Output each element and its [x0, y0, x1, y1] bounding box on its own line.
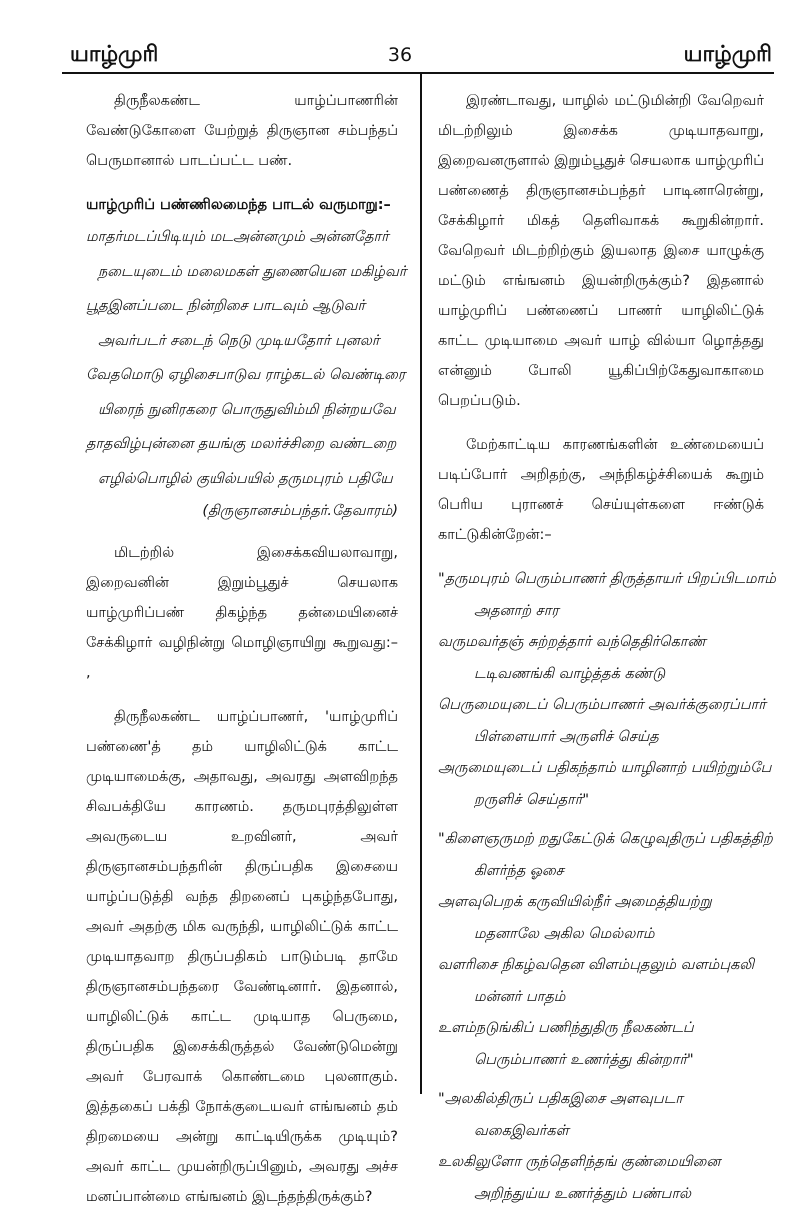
- poem-line: பெரும்பாணர் உணர்த்து கின்றார்": [474, 1051, 694, 1068]
- poem-line: "கிளைஞருமற் றதுகேட்டுக் கெழுவுதிருப் பதிகத்திற்: [438, 831, 773, 847]
- verse-line: எழில்பொழில் குயில்பயில் தருமபுரம் பதியே: [98, 470, 393, 487]
- running-header-left: யாழ்முரி: [70, 42, 159, 67]
- verse-line: தாதவிழ்புன்னை தயங்கு மலர்ச்சிறை வண்டறை: [86, 436, 397, 452]
- poem-line: வளரிசை நிகழ்வதென விளம்புதலும் வளம்புகலி: [438, 957, 755, 973]
- poem-line: மன்னர் பாதம்: [474, 988, 566, 1005]
- tevaram-verse: [86, 220, 407, 496]
- poem-line: கிளர்ந்த ஓசை: [474, 862, 564, 879]
- running-header-right: யாழ்முரி: [683, 42, 772, 67]
- poem-line: பெருமையுடைப் பெரும்பாணர் அவர்க்குரைப்பார்: [438, 697, 766, 713]
- poem-line: பிள்ளையார் அருளிச் செய்த: [474, 728, 659, 745]
- poem-line: அதனாற் சார: [474, 602, 559, 619]
- poem-line: அறிந்துய்ய உணர்த்தும் பண்பால்: [474, 1185, 692, 1202]
- right-paragraph-2: மேற்காட்டிய காரணங்களின் உண்மையைப் படிப்போர் அறிதற்கு, அந்நிகழ்ச்சியைக் கூறும் பெரிய புராணச் செய்யுள்களை ஈண்டுக் காட்டுகின்றேன்:–: [438, 437, 764, 543]
- poem-line: மதனாலே அகில மெல்லாம்: [474, 925, 655, 942]
- poem-line: அளவுபெறக் கருவியில்நீர் அமைத்தியற்று: [438, 894, 712, 910]
- right-paragraph-1: இரண்டாவது, யாழில் மட்டுமின்றி வேறெவர் மிடற்றிலும் இசைக்க முடியாதவாறு, இறைவனருளால் இறும்பூதுச் செயலாக யாழ்முரிப் பண்ணைத் திருஞானசம்பந்தர் பாடினாரென்று, சேக்கிழார் மிகத் தெளிவாகக் கூறுகின்றார். வேறெவர் மிடற்றிற்கும் இயலாத இசை யாழுக்கு மட்டும் எங்ஙனம் இயன்றிருக்கும்? இதனால் யாழ்முரிப் பண்ணைப் பாணர் யாழிலிட்டுக் காட்ட முடியாமை அவர் யாழ் வில்யா ழொத்தது என்னும் போலி யூகிப்பிற்கேதுவாகாமை பெறப்படும்.: [438, 93, 764, 409]
- verse-intro: யாழ்முரிப் பண்ணிலமைந்த பாடல் வருமாறு:–: [86, 197, 391, 213]
- verse-line: நடையுடைம் மலைமகள் துணையென மகிழ்வர்: [98, 263, 407, 280]
- verse-line: அவர்படர் சடைந் நெடு முடியதோர் புனலர்: [98, 332, 380, 349]
- periya-puranam-verse-2: [438, 824, 773, 1076]
- verse-line: பூதஇனப்படை நின்றிசை பாடவும் ஆடுவர்: [86, 298, 366, 314]
- poem-line: "தருமபுரம் பெரும்பாணர் திருத்தாயர் பிறப்பிடமாம்: [438, 571, 776, 587]
- poem-line: உலகிலுளோ ருந்தெளிந்தங் குண்மையினை: [438, 1154, 721, 1170]
- verse-line: யிரைந் நுனிரகரை பொருதுவிம்மி நின்றயவே: [98, 401, 396, 418]
- periya-puranam-verse-3: [438, 1084, 764, 1210]
- left-column: [86, 86, 407, 1212]
- poem-line: அருமையுடைப் பதிகந்தாம் யாழினாற் பயிற்றும்பே: [438, 760, 772, 776]
- left-paragraph-1: திருநீலகண்ட யாழ்ப்பாணரின் வேண்டுகோளை யேற்றுத் திருஞான சம்பந்தப் பெருமானால் பாடப்பட்ட பண்.: [86, 93, 398, 169]
- poem-line: வகைஇவர்கள்: [474, 1122, 569, 1139]
- verse-source: (திருஞானசம்பந்தர்.தேவாரம்): [202, 503, 398, 519]
- poem-line: உளம்நடுங்கிப் பணிந்துதிரு நீலகண்டப்: [438, 1020, 694, 1036]
- poem-line: வருமவர்தஞ் சுற்றத்தார் வந்தெதிர்கொண்: [438, 634, 706, 650]
- page-number: 36: [387, 44, 413, 66]
- periya-puranam-verse-1: [438, 564, 776, 816]
- column-divider: [420, 74, 422, 1094]
- left-paragraph-3: திருநீலகண்ட யாழ்ப்பாணர், 'யாழ்முரிப் பண்ணை'த் தம் யாழிலிட்டுக் காட்ட முடியாமைக்கு, அதாவது, அவரது அளவிறந்த சிவபக்தியே காரணம். தருமபுரத்திலுள்ள அவருடைய உறவினர், அவர் திருஞானசம்பந்தரின் திருப்பதிக இசையை யாழ்ப்படுத்தி வந்த திறனைப் புகழ்ந்தபோது, அவர் அதற்கு மிக வருந்தி, யாழிலிட்டுக் காட்ட முடியாதவாற திருப்பதிகம் பாடும்படி தாமே திருஞானசம்பந்தரை வேண்டினார். இதனால், யாழிலிட்டுக் காட்ட முடியாத பெருமை, திருப்பதிக இசைக்கிருத்தல் வேண்டுமென்று அவர் பேரவாக் கொண்டமை புலனாகும். இத்தகைப் பக்தி நோக்குடையவர் எங்ஙனம் தம் திறமையை அன்று காட்டியிருக்க முடியும்? அவர் காட்ட முயன்றிருப்பினும், அவரது அச்ச மனப்பான்மை எங்ஙனம் இடந்தந்திருக்கும்?: [86, 709, 398, 1205]
- right-column: [438, 86, 776, 1210]
- poem-line: "அலகில்திருப் பதிகஇசை அளவுபடா: [438, 1091, 683, 1107]
- verse-line: வேதமொடு ஏழிசைபாடுவ ராழ்கடல் வெண்டிரை: [86, 367, 406, 383]
- header-rule: [62, 72, 774, 74]
- poem-line: றருளிச் செய்தார்": [474, 791, 589, 808]
- poem-line: டடிவணங்கி வாழ்த்தக் கண்டு: [474, 665, 666, 682]
- verse-line: மாதர்மடப்பிடியும் மடஅன்னமும் அன்னதோர்: [86, 229, 389, 245]
- left-paragraph-2: மிடற்றில் இசைக்கவியலாவாறு, இறைவனின் இறும்பூதுச் செயலாக யாழ்முரிப்பண் திகழ்ந்த தன்மையினைச் சேக்கிழார் வழிநின்று மொழிஞாயிறு கூறுவது:– ,: [86, 545, 398, 681]
